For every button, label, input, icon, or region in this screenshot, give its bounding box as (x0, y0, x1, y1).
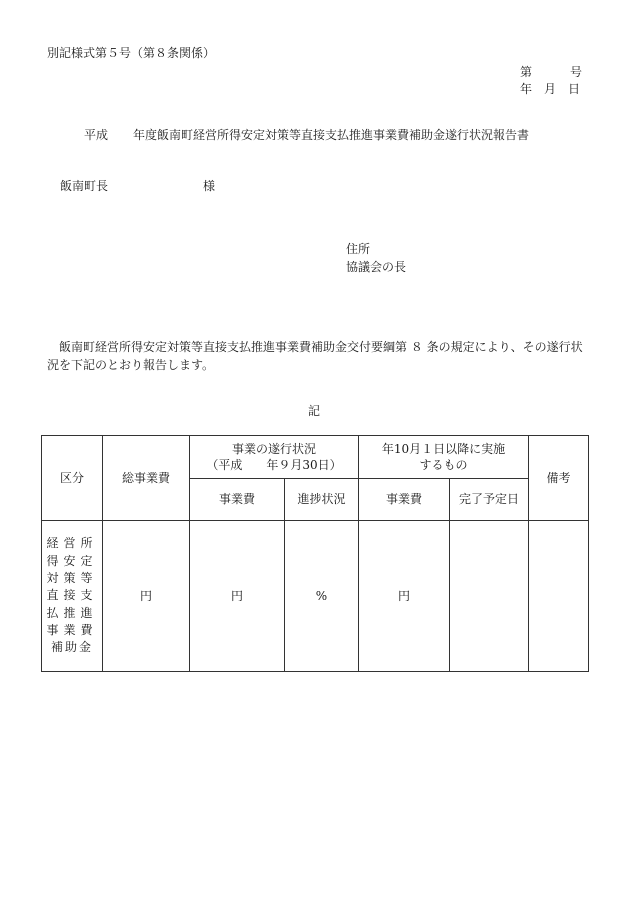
row-label-line: 直接支 (46, 588, 98, 603)
row-label-line: 経営所 (46, 536, 98, 551)
sender-block (346, 241, 406, 277)
date-year: 年 (520, 82, 533, 96)
document-title (84, 127, 529, 143)
post-group-line2: するもの (419, 458, 468, 472)
header-progress-group (190, 436, 359, 479)
table-row (42, 521, 589, 672)
sender-address-label: 住所 (346, 242, 371, 256)
progress-cost-unit: 円 (190, 521, 285, 672)
completion-date-cell (450, 521, 529, 672)
header-completion-date: 完了予定日 (450, 479, 529, 521)
row-label-line: 対策等 (46, 570, 98, 585)
row-label (42, 521, 103, 672)
progress-status-unit: % (285, 521, 359, 672)
document-number-block (520, 64, 582, 98)
post-group-line1: 年10月１日以降に実施 (381, 441, 506, 456)
report-table (41, 435, 589, 672)
header-progress-cost: 事業費 (190, 479, 285, 521)
number-prefix: 第 (520, 65, 533, 79)
header-remarks: 備考 (529, 436, 589, 521)
total-cost-unit: 円 (103, 521, 190, 672)
date-month: 月 (544, 82, 557, 96)
date-day: 日 (568, 82, 581, 96)
header-post-group (359, 436, 529, 479)
ki-heading: 記 (308, 404, 321, 418)
addressee (60, 178, 215, 194)
remarks-cell (529, 521, 589, 672)
post-cost-unit: 円 (359, 521, 450, 672)
row-label-line: 補助金 (50, 640, 93, 655)
row-label-line: 事業費 (46, 623, 98, 638)
table-header-row (42, 436, 589, 479)
document-number-row (520, 64, 582, 81)
title-text: 年度飯南町経営所得安定対策等直接支払推進事業費補助金遂行状況報告書 (133, 128, 530, 142)
addressee-honorific: 様 (203, 179, 216, 193)
number-suffix: 号 (570, 65, 583, 79)
document-date-row (520, 81, 582, 98)
addressee-name: 飯南町長 (60, 179, 109, 193)
progress-group-line2: （平成 年９月30日） (206, 458, 342, 472)
title-era: 平成 (84, 128, 109, 142)
row-label-line: 得安定 (46, 553, 98, 568)
header-post-cost: 事業費 (359, 479, 450, 521)
form-identifier: 別記様式第５号（第８条関係） (47, 46, 216, 60)
header-total-cost: 総事業費 (103, 436, 190, 521)
body-paragraph: 飯南町経営所得安定対策等直接支払推進事業費補助金交付要綱第 ８ 条の規定により、その遂行状況を下記のとおり報告します。 (47, 340, 583, 372)
progress-group-line1: 事業の遂行状況 (231, 441, 316, 456)
row-label-line: 払推進 (46, 605, 98, 620)
header-category: 区分 (42, 436, 103, 521)
sender-representative-label: 協議会の長 (346, 260, 407, 274)
header-progress-status: 進捗状況 (285, 479, 359, 521)
